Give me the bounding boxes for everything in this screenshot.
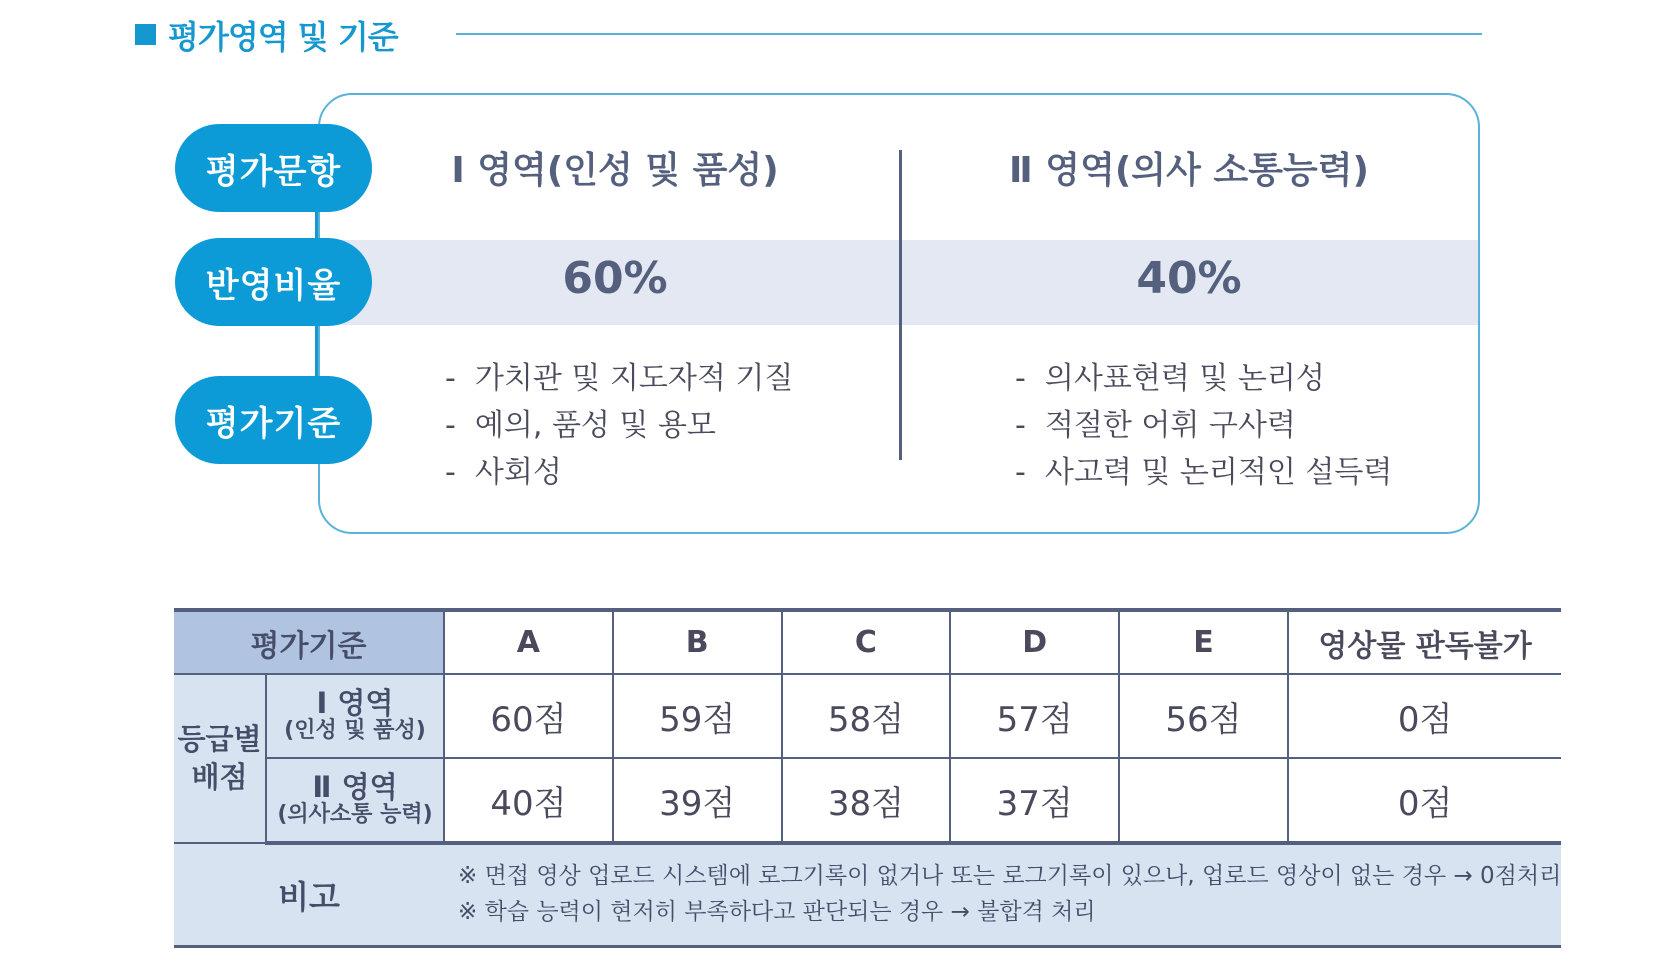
area-sublabel: (의사소통 능력) — [277, 802, 433, 828]
grade-header: B — [613, 610, 782, 674]
area-label: Ⅰ 영역 — [316, 685, 394, 720]
area-2-title: Ⅱ 영역(의사 소통능력) — [1009, 150, 1369, 191]
score-cell: 0점 — [1288, 758, 1561, 843]
area-1-criterion: - 예의, 품성 및 용모 — [445, 408, 716, 443]
area-1-ratio: 60% — [562, 253, 668, 304]
score-cell: 39점 — [613, 758, 782, 843]
table-row — [174, 758, 1561, 843]
area-label-cell — [266, 758, 444, 843]
area-divider — [899, 150, 902, 460]
grade-header-unreadable: 영상물 판독불가 — [1288, 610, 1561, 674]
group-label: 등급별 — [177, 721, 262, 756]
score-cell: 40점 — [444, 758, 613, 843]
grade-header: C — [782, 610, 951, 674]
label-evaluation-items: 평가문항 — [175, 124, 372, 212]
remarks-label: 비고 — [278, 878, 340, 916]
area-label: Ⅱ 영역 — [312, 769, 398, 804]
score-cell: 59점 — [613, 674, 782, 758]
criteria-header: 평가기준 — [174, 610, 444, 674]
score-cell: 57점 — [950, 674, 1119, 758]
area-sublabel: (인성 및 품성) — [284, 718, 426, 744]
score-cell — [1119, 758, 1288, 843]
remarks-row — [174, 843, 1561, 947]
label-evaluation-criteria: 평가기준 — [175, 376, 372, 464]
table-header-row — [174, 610, 1561, 674]
remark-line: ※ 면접 영상 업로드 시스템에 로그기록이 없거나 또는 로그기록이 있으나, 업로드 영상이 없는 경우 → 0점처리 — [458, 863, 1562, 890]
area-1-criterion: - 사회성 — [445, 455, 562, 490]
score-cell: 56점 — [1119, 674, 1288, 758]
area-label-cell — [266, 674, 444, 758]
label-reflection-ratio: 반영비율 — [175, 238, 372, 326]
score-cell: 38점 — [782, 758, 951, 843]
area-2-ratio: 40% — [1136, 253, 1242, 304]
remark-line: ※ 학습 능력이 현저히 부족하다고 판단되는 경우 → 불합격 처리 — [458, 899, 1096, 925]
section-title: 평가영역 및 기준 — [168, 18, 398, 56]
score-cell: 60점 — [444, 674, 613, 758]
grade-header: E — [1119, 610, 1288, 674]
group-label-cell — [174, 674, 266, 843]
area-2-criterion: - 의사표현력 및 논리성 — [1015, 361, 1325, 396]
score-cell: 58점 — [782, 674, 951, 758]
area-2-criterion: - 적절한 어휘 구사력 — [1015, 408, 1296, 443]
grade-header: D — [950, 610, 1119, 674]
remarks-label-cell — [174, 843, 444, 947]
grade-header: A — [444, 610, 613, 674]
section-bullet-icon — [135, 24, 156, 45]
table-row — [174, 674, 1561, 758]
grade-score-table — [174, 608, 1561, 948]
group-label: 배점 — [191, 759, 248, 794]
section-rule — [456, 33, 1482, 35]
area-1-title: Ⅰ 영역(인성 및 품성) — [451, 150, 779, 191]
score-cell: 37점 — [950, 758, 1119, 843]
remarks-content — [444, 843, 1561, 947]
score-cell: 0점 — [1288, 674, 1561, 758]
area-2-criterion: - 사고력 및 논리적인 설득력 — [1015, 455, 1393, 490]
area-1-criterion: - 가치관 및 지도자적 기질 — [445, 361, 794, 396]
